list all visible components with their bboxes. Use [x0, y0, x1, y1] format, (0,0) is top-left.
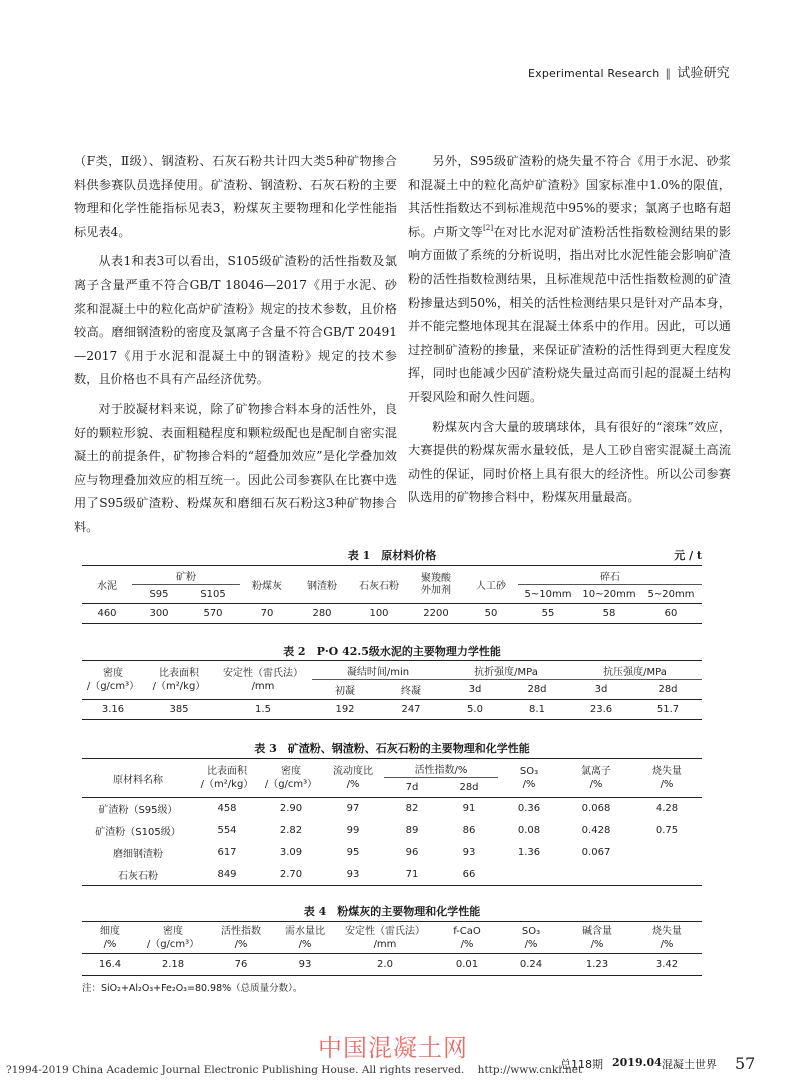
t4-h-activity: 活性指数 /% — [208, 922, 274, 954]
table-cell: 3.09 — [279, 847, 303, 858]
table-cell: 50 — [484, 608, 498, 619]
table-cell: 0.428 — [581, 825, 611, 836]
table-cell: 86 — [462, 825, 476, 836]
t1-h-gravel: 碎石 — [518, 566, 702, 585]
table-cell: 1.36 — [517, 847, 541, 858]
t2-h-soundness: 安定性（雷氏法） /mm — [214, 661, 312, 700]
table-cell: 2200 — [423, 608, 449, 619]
table-cell: 91 — [462, 803, 476, 815]
table-cell: 58 — [602, 608, 616, 619]
table-cell: 71 — [405, 868, 419, 880]
t3-h-density: 密度 /（g/cm³） — [260, 759, 322, 798]
table-cell: 192 — [335, 704, 355, 715]
table-cell: 石灰石粉 — [118, 870, 158, 882]
table-cell: 76 — [234, 959, 248, 970]
table-cell: 2.0 — [377, 959, 393, 970]
table-cell: 0.08 — [517, 825, 541, 836]
table-cell: 0.068 — [581, 803, 611, 815]
t2-h-flex-3d: 3d — [444, 680, 506, 700]
t2-h-compressive: 抗压强度/MPa — [568, 661, 702, 680]
table-cell: 96 — [405, 847, 419, 858]
t1-h-g2: 10~20mm — [578, 585, 640, 604]
table-cell: 51.7 — [656, 704, 680, 715]
t3-h-activity: 活性指数/% — [384, 759, 498, 778]
table-cell: 385 — [169, 704, 189, 715]
t1-h-s95: S95 — [132, 585, 186, 604]
table-cell: 0.75 — [655, 825, 679, 836]
footer-date: 2019.04 — [612, 1056, 662, 1069]
table-cell — [560, 864, 632, 886]
t3-h-ssa: 比表面积 /（m²/kg） — [194, 759, 260, 798]
table-cell: 4.28 — [655, 803, 679, 815]
t4-h-so3: SO₃ /% — [500, 922, 562, 954]
table-cell: 0.36 — [517, 803, 541, 815]
table-row — [82, 864, 702, 886]
table-cell: 93 — [346, 868, 360, 880]
table-cell: 0.24 — [519, 959, 543, 970]
citation-ref: [2] — [483, 223, 494, 232]
table-cell: 66 — [462, 868, 476, 880]
table-cell: 95 — [346, 847, 360, 858]
t3-h-7d: 7d — [384, 778, 440, 798]
table-cell: 55 — [541, 608, 555, 619]
t1-h-g3: 5~20mm — [640, 585, 702, 604]
right-para-1-start: 另外，S95级矿渣粉的烧失量不符合《用于水泥、砂浆和混凝土中的粒化高炉矿渣粉》国家标准中1.0%的限值，其活性指数达不到标准规范中95%的要求；氯离子也略有超标。卢斯文等 — [408, 154, 731, 239]
t2-h-flex-28d: 28d — [506, 680, 568, 700]
t4-h-water-demand: 需水量比 /% — [274, 922, 336, 954]
footer-journal: 混凝土世界 — [662, 1058, 717, 1071]
copyright-line: ?1994-2019 China Academic Journal Electronic Publishing House. All rights reserved. http://www.cnki.net — [6, 1064, 583, 1076]
header-en: Experimental Research — [527, 67, 660, 80]
t2-h-setting: 凝结时间/min — [312, 661, 444, 680]
table-cell: 16.4 — [98, 959, 122, 970]
t4-h-density: 密度 /（g/cm³） — [138, 922, 208, 954]
t1-h-s105: S105 — [186, 585, 240, 604]
header-cn: 试验研究 — [677, 66, 730, 81]
table4 — [82, 921, 702, 976]
table-cell: 8.1 — [529, 704, 545, 715]
table-cell: 2.82 — [279, 825, 303, 836]
table-cell: 1.5 — [255, 704, 271, 715]
t3-h-loi: 烧失量 /% — [632, 759, 702, 798]
table3 — [82, 758, 702, 886]
t1-h-cement: 水泥 — [82, 566, 132, 604]
t2-h-final: 终凝 — [378, 680, 444, 700]
table4-caption: 表 4 粉煤灰的主要物理和化学性能 — [303, 905, 481, 918]
table2-caption: 表 2 P·O 42.5级水泥的主要物理力学性能 — [283, 645, 501, 658]
table1 — [82, 565, 702, 624]
table-cell: 23.6 — [589, 704, 613, 715]
table-cell: 2.90 — [279, 803, 303, 815]
t2-h-flexural: 抗折强度/MPa — [444, 661, 568, 680]
t2-h-initial: 初凝 — [312, 680, 378, 700]
t2-h-comp-28d: 28d — [634, 680, 702, 700]
table-cell — [632, 842, 702, 864]
header-separator: ‖ — [665, 67, 672, 80]
table-cell: 570 — [203, 608, 223, 619]
table-row — [82, 954, 702, 976]
t4-h-loi: 烧失量 /% — [632, 922, 702, 954]
table-cell: 2.18 — [161, 959, 185, 970]
table-cell: 60 — [664, 608, 678, 619]
table-cell: 280 — [312, 608, 332, 619]
left-para-2: 从表1和表3可以看出，S105级矿渣粉的活性指数及氯离子含量严重不符合GB/T 18046—2017《用于水泥、砂浆和混凝土中的粒化高炉矿渣粉》规定的技术参数，且价格较高。磨细钢渣粉的密度及氯离子含量不符合GB/T 20491—2017《用于水泥和混凝土中的钢渣粉》规定的技术参数，且价格也不具有产品经济优势。 — [74, 254, 397, 387]
table-cell: 0.01 — [455, 959, 479, 970]
t4-h-alkali: 碱含量 /% — [562, 922, 632, 954]
table-cell: 1.23 — [585, 959, 609, 970]
table-cell — [498, 864, 560, 886]
table-cell: 磨细钢渣粉 — [113, 849, 163, 860]
table-row — [82, 842, 702, 864]
left-para-3: 对于胶凝材料来说，除了矿物掺合料本身的活性外，良好的颗粒形貌、表面粗糙程度和颗粒级配也是配制自密实混凝土的前提条件，矿物掺合料的“超叠加效应”是化学叠加效应与物理叠加效应的相互统一。因此公司参赛队在比赛中选用了S95级矿渣粉、粉煤灰和磨细石灰石粉这3种矿物掺合料。 — [74, 401, 397, 534]
t2-h-comp-3d: 3d — [568, 680, 634, 700]
table-cell: 460 — [97, 608, 117, 619]
t1-h-g1: 5~10mm — [518, 585, 578, 604]
table-cell: 247 — [401, 704, 421, 715]
watermark: 中国混凝土网 — [318, 1034, 468, 1062]
table-cell: 99 — [346, 825, 360, 836]
table2 — [82, 660, 702, 720]
left-para-1: （F类，Ⅱ级）、钢渣粉、石灰石粉共计四大类5种矿物掺合料供参赛队员选择使用。矿渣粉、钢渣粉、石灰石粉的主要物理和化学性能指标见表3，粉煤灰主要物理和化学性能指标见表4。 — [74, 154, 397, 239]
table-cell: 0.067 — [581, 847, 611, 858]
table-row — [82, 798, 702, 820]
table1-unit: 元 / t — [674, 549, 702, 562]
table-cell: 554 — [217, 825, 237, 836]
t1-h-sand: 人工砂 — [464, 566, 518, 604]
t1-h-steel: 钢渣粉 — [294, 566, 350, 604]
t2-h-ssa: 比表面积 /（m²/kg） — [144, 661, 214, 700]
t3-h-material: 原材料名称 — [82, 759, 194, 798]
t1-h-slag: 矿粉 — [132, 566, 240, 585]
right-para-1-end: 在对比水泥对矿渣粉活性指数检测结果的影响方面做了系统的分析说明，指出对比水泥性能会影响矿渣粉的活性指数检测结果，且标准规范中活性指数检测的矿渣粉掺量达到50%，相关的活性检测结果只是针对产品本身，并不能完整地体现其在混凝土体系中的作用。因此，可以通过控制矿渣粉的掺量，来保证矿渣粉的活性得到更大程度发挥，同时也能减少因矿渣粉烧失量过高而引起的混凝土结构开裂风险和耐久性问题。 — [408, 224, 732, 404]
t3-h-28d: 28d — [440, 778, 498, 798]
t3-h-chloride: 氯离子 /% — [560, 759, 632, 798]
t3-h-so3: SO₃ /% — [498, 759, 560, 798]
table-cell: 100 — [369, 608, 389, 619]
t1-h-flyash: 粉煤灰 — [240, 566, 294, 604]
t3-h-flow: 流动度比 /% — [322, 759, 384, 798]
table-cell: 458 — [217, 803, 237, 815]
t4-h-fineness: 细度 /% — [82, 922, 138, 954]
t4-h-fcao: f-CaO /% — [434, 922, 500, 954]
page-number: 57 — [735, 1054, 756, 1073]
running-header — [528, 62, 730, 81]
table-cell: 300 — [149, 608, 169, 619]
table-cell: 3.16 — [101, 704, 125, 715]
table3-caption: 表 3 矿渣粉、钢渣粉、石灰石粉的主要物理和化学性能 — [254, 742, 530, 755]
t1-h-lime: 石灰石粉 — [350, 566, 408, 604]
table-cell: 617 — [217, 847, 237, 858]
table1-caption: 表 1 原材料价格 — [347, 549, 437, 562]
table-cell: 矿渣粉（S95级） — [98, 805, 178, 817]
table-cell: 93 — [298, 959, 312, 970]
table-cell: 93 — [462, 847, 476, 858]
table-cell: 70 — [260, 608, 274, 619]
right-column — [408, 150, 731, 510]
table-cell: 矿渣粉（S105级） — [95, 827, 181, 838]
table-row — [82, 604, 702, 624]
table-cell: 849 — [217, 868, 237, 880]
table-cell: 2.70 — [279, 868, 303, 880]
table-row — [82, 700, 702, 720]
left-column — [74, 150, 397, 540]
t4-h-soundness: 安定性（雷氏法） /mm — [336, 922, 434, 954]
footer-issue: 总118期 — [560, 1058, 603, 1071]
table-row — [82, 820, 702, 842]
table-cell: 97 — [346, 803, 360, 815]
t1-h-pce: 聚羧酸 外加剂 — [408, 566, 464, 604]
table-cell: 89 — [405, 825, 419, 836]
right-para-1 — [408, 150, 731, 410]
right-para-2: 粉煤灰内含大量的玻璃球体，具有很好的“滚珠”效应，大赛提供的粉煤灰需水量较低，是人工砂自密实混凝土高流动性的保证，同时价格上具有很大的经济性。所以公司参赛队选用的矿物掺合料中，粉煤灰用量最高。 — [408, 419, 731, 505]
table-cell: 5.0 — [467, 704, 483, 715]
table-cell: 82 — [405, 803, 419, 815]
table-cell: 3.42 — [655, 959, 679, 970]
t2-h-density: 密度 /（g/cm³） — [82, 661, 144, 700]
table4-note: 注：SiO₂+Al₂O₃+Fe₂O₃=80.98%（总质量分数）。 — [82, 983, 303, 994]
table-cell — [632, 864, 702, 886]
